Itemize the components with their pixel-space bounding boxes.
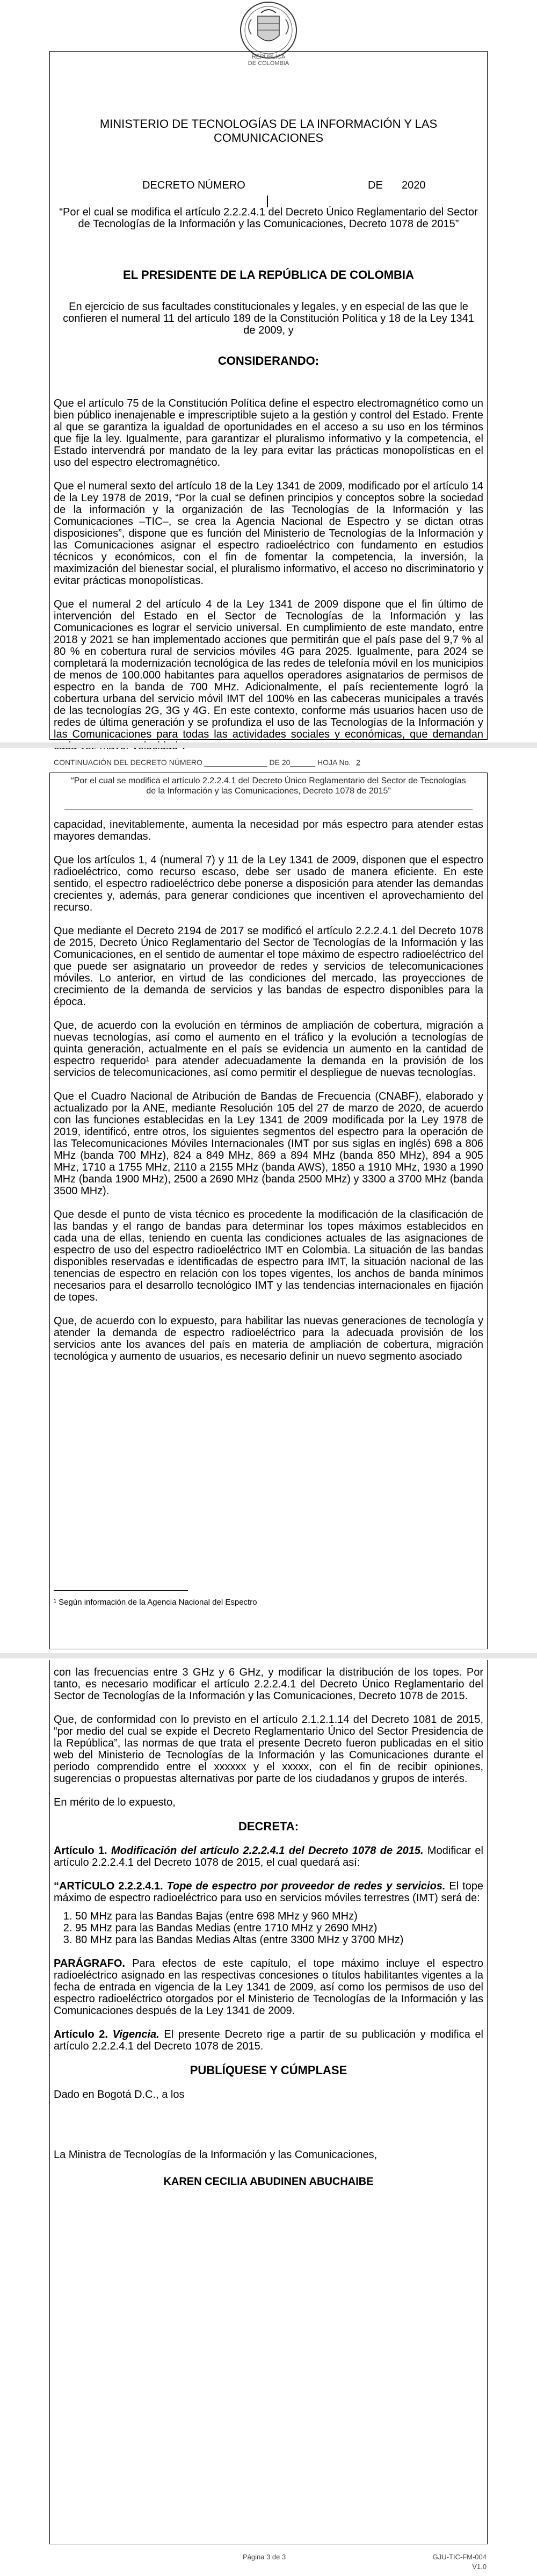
paragraph: Que mediante el Decreto 2194 de 2017 se modificó el artículo 2.2.2.4.1 del Decreto 1078 de 2015, Decreto Único Reglamentario del Sector de Tecnologías de la Información y las Comunicaciones, en el sentido de aumentar el tope máximo de espectro radioeléctrico del que puede ser asignatario un proveedor de redes y servicios de telecomunicaciones móviles. Lo anterior, en virtud de las condiciones del mercado, las proyecciones de crecimiento de la demanda de servicios y las bandas de espectro disponibles para la época.	[54, 925, 483, 1008]
seal-text-bottom: DE COLOMBIA	[248, 60, 289, 67]
decree-number-label: DECRETO NÚMERO	[142, 179, 245, 191]
article-quote-title: Tope de espectro por proveedor de redes y servicios.	[166, 1880, 446, 1892]
paragrafo-text: Para efectos de este capítulo, el tope máximo incluye el espectro radioeléctrico asignado en las respectivas concesiones o títulos habilitantes vigentes a la fecha de entrada en vigencia de la Ley 1341 de 2009, así como los permisos de uso del espectro radioeléctrico otorgados por el Ministerio de Tecnologías de la Información y las Comunicaciones después de la Ley 1341 de 2009.	[54, 1958, 484, 2017]
given-place: Dado en Bogotá D.C., a los	[54, 2089, 185, 2101]
page-1	[0, 0, 537, 741]
page-separator	[0, 1653, 537, 1658]
powers-text: En ejercicio de sus facultades constitucionales y legales, y en especial de las que le confieren el numeral 11 del artículo 189 de la Constitución Política y 18 de la Ley 1341 de 2009, y	[63, 301, 474, 336]
paragraph: con las frecuencias entre 3 GHz y 6 GHz, y modificar la distribución de los topes. Por tanto, es necesario modificar el artículo 2.2.2.4.1 del Decreto Único Reglamentario del Sector de Tecnologías de la Información y las Comunicaciones, Decreto 1078 de 2015.	[54, 1666, 483, 1702]
paragraph: Que, de conformidad con lo previsto en el artículo 2.1.2.1.14 del Decreto 1081 de 2015, “por medio del cual se expide el Decreto Reglamentario Único del Sector Presidencia de la República”, las normas de que trata el presente Decreto fueron publicadas en el sitio web del Ministerio de Tecnologías de la Información y las Comunicaciones durante el periodo comprendido entre el xxxxxx y el xxxxx, con el fin de recibir opiniones, sugerencias o propuestas alternativas por parte de los ciudadanos y grupos de interés.	[54, 1714, 483, 1785]
sheet-number: 2	[356, 758, 360, 767]
decree-year: 2020	[402, 179, 426, 191]
list-item: 1. 50 MHz para las Bandas Bajas (entre 698 MHz y 960 MHz)	[75, 1910, 483, 1922]
paragraph: Que el Cuadro Nacional de Atribución de Bandas de Frecuencia (CNABF), elaborado y actualizado por la ANE, mediante Resolución 105 del 27 de marzo de 2020, de acuerdo con las funciones establecidas en la Ley 1341 de 2009 modificada por la Ley 1978 de 2019, identificó, entre otros, los siguientes segmentos del espectro para la operación de las Telecomunicaciones Móviles Internacionales (IMT por sus siglas en inglés) 698 a 806 MHz (banda 700 MHz), 824 a 849 MHz, 869 a 894 MHz (banda 850 MHz), 894 a 905 MHz, 1710 a 1755 MHz, 2110 a 2155 MHz (banda AWS), 1850 a 1910 MHz, 1930 a 1990 MHz (banda 1900 MHz), 2500 a 2690 MHz (banda 2500 MHz) y 3300 a 3700 MHz (banda 3500 MHz).	[54, 1091, 483, 1197]
text-cursor	[267, 196, 268, 207]
spectrum-cap-list	[54, 1910, 483, 1946]
decree-number-line	[54, 179, 483, 192]
footnote: ¹ Según información de la Agencia Nacional del Espectro	[54, 1598, 257, 1607]
article-quote-label: “ARTÍCULO 2.2.2.4.1.	[54, 1880, 163, 1892]
paragrafo	[54, 1958, 483, 2017]
article-2-text: El presente Decreto rige a partir de su publicación y modifica el artículo 2.2.2.4.1 del Decreto 1078 de 2015.	[54, 2029, 483, 2052]
president-heading: EL PRESIDENTE DE LA REPÚBLICA DE COLOMBIA	[123, 268, 414, 282]
signer-name: KAREN CECILIA ABUDINEN ABUCHAIBE	[163, 2176, 374, 2188]
paragraph: Que los artículos 1, 4 (numeral 7) y 11 de la Ley 1341 de 2009, disponen que el espectro radioeléctrico, como recurso escaso, debe ser usado de manera eficiente. En este sentido, el espectro radioeléctrico debe ponerse a disposición para atender las demandas crecientes y, además, para generar condiciones que incentiven el aprovechamiento del recurso.	[54, 854, 483, 913]
paragraph: En mérito de lo expuesto,	[54, 1796, 176, 1808]
paragraph: capacidad, inevitablemente, aumenta la necesidad por más espectro para atender estas mayores demandas.	[54, 819, 483, 842]
decree-year-label: DE	[368, 179, 383, 191]
page-separator	[0, 742, 537, 748]
list-item: 3. 80 MHz para las Bandas Medias Altas (entre 3300 MHz y 3700 MHz)	[75, 1934, 483, 1946]
page-1-body	[54, 398, 483, 764]
article-1-text: Modificar el artículo 2.2.2.4.1 del Decreto 1078 de 2015, el cual quedará así:	[54, 1845, 484, 1868]
footer-page: Página 3 de 3	[243, 2553, 286, 2561]
article-2-label: Artículo 2.	[54, 2029, 108, 2040]
article-2-title: Vigencia.	[112, 2029, 159, 2040]
page-3	[0, 1660, 537, 2576]
continuation-label: CONTINUACIÓN DEL DECRETO NÚMERO _______________ DE 20______ HOJA No.	[54, 758, 351, 767]
page-3-body	[54, 1666, 483, 2199]
article-1-title: Modificación del artículo 2.2.2.4.1 del Decreto 1078 de 2015.	[111, 1845, 424, 1857]
paragraph: Que, de acuerdo con la evolución en términos de ampliación de cobertura, migración a nuevas tecnologías, así como el aumento en el tráfico y la evolución a tecnologías de quinta generación, actualmente en el país se evidencia un aumento en la cantidad de espectro requerido¹ para atender adecuadamente la demanda en la provisión de los servicios de telecomunicaciones, así como permitir el despliegue de nuevas tecnologías.	[54, 1020, 483, 1079]
footer-code: GJU-TIC-FM-004	[432, 2553, 487, 2561]
header-rule	[64, 809, 473, 810]
article-1	[54, 1845, 483, 1868]
footnote-rule	[54, 1590, 188, 1591]
footer	[49, 2552, 487, 2573]
publish-heading: PUBLÍQUESE Y CÚMPLASE	[190, 2063, 347, 2077]
continuation-line	[54, 757, 483, 767]
footer-version: V1.0	[472, 2563, 487, 2571]
paragrafo-label: PARÁGRAFO.	[54, 1958, 125, 1969]
decree-title: “Por el cual se modifica el artículo 2.2.2.4.1 del Decreto Único Reglamentario del Sector de Tecnologías de la Información y las Comunicaciones, Decreto 1078 de 2015”	[59, 206, 478, 230]
considerando-heading: CONSIDERANDO:	[217, 354, 320, 367]
article-quote	[54, 1880, 483, 1904]
paragraph: Que desde el punto de vista técnico es procedente la modificación de la clasificación de las bandas y el rango de bandas para determinar los topes máximos establecidos en cada una de ellas, teniendo en cuenta las condiciones actuales de las asignaciones de espectro de uso del espectro radioeléctrico IMT en Colombia. La situación de las bandas disponibles reservadas e identificadas de espectro para IMT, la situación nacional de las tenencias de espectro en relación con los topes vigentes, los anchos de banda mínimos necesarios para el desarrollo tecnológico IMT y las tendencias internacionales en fijación de topes.	[54, 1209, 483, 1303]
paragraph: Que el numeral sexto del artículo 18 de la Ley 1341 de 2009, modificado por el artículo 14 de la Ley 1978 de 2019, “Por la cual se definen principios y conceptos sobre la sociedad de la información y la organización de las Tecnologías de la Información y las Comunicaciones –TIC–, se crea la Agencia Nacional de Espectro y se dictan otras disposiciones”, dispone que es función del Ministerio de Tecnologías de la Información y las Comunicaciones asignar el espectro radioeléctrico con fundamento en estudios técnicos y económicos, con el fin de fomentar la competencia, la inversión, la maximización del bienestar social, el pluralismo informativo, el acceso no discriminatorio y evitar prácticas monopolísticas.	[54, 480, 483, 587]
ministry-heading: MINISTERIO DE TECNOLOGÍAS DE LA INFORMACIÓN Y LAS COMUNICACIONES	[99, 117, 438, 145]
page-2	[0, 749, 537, 1651]
article-1-label: Artículo 1.	[54, 1845, 107, 1857]
page-2-body	[54, 819, 483, 1374]
list-item: 2. 95 MHz para las Bandas Medias (entre 1710 MHz y 2690 MHz)	[75, 1922, 483, 1934]
running-title: “Por el cual se modifica el artículo 2.2.2.4.1 del Decreto Único Reglamentario del Sector de Tecnologías de la Información y las Comunicaciones, Decreto 1078 de 2015”	[71, 776, 466, 796]
article-2	[54, 2029, 483, 2052]
signer-role: La Ministra de Tecnologías de la Información y las Comunicaciones,	[54, 2149, 378, 2161]
article-quote-text: El tope máximo de espectro radioeléctrico para uso en servicios móviles terrestres (IMT) será de:	[54, 1880, 483, 1904]
decreta-heading: DECRETA:	[238, 1820, 299, 1833]
paragraph: Que el numeral 2 del artículo 4 de la Ley 1341 de 2009 dispone que el fin último de intervención del Estado en el Sector de Tecnologías de la Información y las Comunicaciones es lograr el servicio universal. En cumplimiento de este mandato, entre 2018 y 2021 se han implementado acciones que permitirán que el país pase del 9,7 % al 80 % en cobertura rural de servicios móviles 4G para 2025. Igualmente, para 2024 se completará la modernización tecnológica de las redes de telefonía móvil en los municipios de menos de 100.000 habitantes para aquellos operadores asignatarios de permisos de espectro en la banda de 700 MHz. Adicionalmente, el país recientemente logró la cobertura urbana del servicio móvil IMT del 100% en las cabeceras municipales a través de las tecnologías 2G, 3G y 4G. En este contexto, conforme más usuarios hacen uso de redes de última generación y se profundiza el uso de las Tecnologías de la Información y las Comunicaciones para todas las actividades sociales y económicas, que demandan	[54, 598, 483, 740]
paragraph: Que el artículo 75 de la Constitución Política define el espectro electromagnético como un bien público inenajenable e imprescriptible sujeto a la gestión y control del Estado. Frente al que se garantiza la igualdad de oportunidades en el acceso a su uso en los términos que fije la ley. Igualmente, para garantizar el pluralismo informativo y la competencia, el Estado intervendrá por mandato de la ley para evitar las prácticas monopolísticas en el uso del espectro electromagnético.	[54, 398, 483, 468]
seal-text-top: REPÚBLICA	[251, 54, 286, 60]
paragraph: Que, de acuerdo con lo expuesto, para habilitar las nuevas generaciones de tecnología y atender la demanda de espectro radioeléctrico para la adecuada provisión de los servicios ante los avances del país en materia de ampliación de cobertura, migración tecnológica y aumento de usuarios, es necesario definir un nuevo segmento asociado	[54, 1315, 483, 1362]
